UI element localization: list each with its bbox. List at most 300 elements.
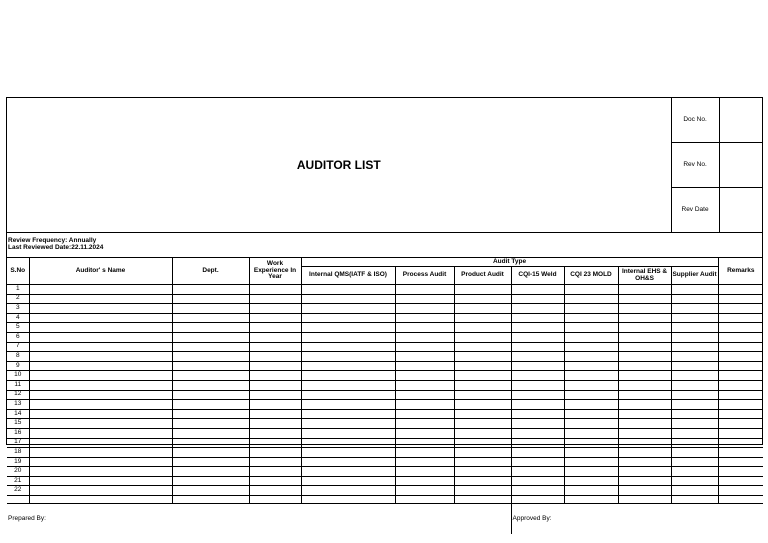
- table-cell[interactable]: [511, 419, 564, 429]
- row-number: 4: [7, 313, 29, 323]
- table-cell[interactable]: [395, 438, 454, 448]
- table-cell[interactable]: [454, 361, 511, 371]
- table-cell[interactable]: [618, 409, 671, 419]
- table-cell[interactable]: [7, 496, 29, 504]
- table-cell[interactable]: [671, 496, 718, 504]
- table-cell[interactable]: [301, 352, 395, 362]
- row-number: 17: [7, 438, 29, 448]
- table-cell[interactable]: [454, 476, 511, 486]
- header-process-audit: Process Audit: [395, 267, 454, 285]
- table-cell[interactable]: [618, 352, 671, 362]
- table-cell[interactable]: [718, 380, 763, 390]
- table-cell[interactable]: [511, 342, 564, 352]
- table-cell[interactable]: [172, 486, 249, 496]
- table-cell[interactable]: [718, 371, 763, 381]
- table-cell[interactable]: [618, 285, 671, 295]
- table-cell[interactable]: [718, 400, 763, 410]
- table-cell[interactable]: [564, 304, 618, 314]
- table-cell[interactable]: [718, 304, 763, 314]
- header-cqi23-mold: CQI 23 MOLD: [564, 267, 618, 285]
- table-cell[interactable]: [29, 294, 172, 304]
- table-cell[interactable]: [301, 486, 395, 496]
- table-cell[interactable]: [249, 496, 301, 504]
- table-cell[interactable]: [454, 285, 511, 295]
- row-number: 8: [7, 352, 29, 362]
- table-cell[interactable]: [172, 390, 249, 400]
- table-cell[interactable]: [671, 428, 718, 438]
- row-number: 22: [7, 486, 29, 496]
- table-cell[interactable]: [511, 467, 564, 477]
- table-cell[interactable]: [454, 380, 511, 390]
- table-cell[interactable]: [172, 323, 249, 333]
- table-cell[interactable]: [454, 438, 511, 448]
- table-cell[interactable]: [29, 486, 172, 496]
- table-row: [7, 457, 763, 467]
- table-cell[interactable]: [29, 400, 172, 410]
- table-cell[interactable]: [249, 419, 301, 429]
- table-cell[interactable]: [301, 285, 395, 295]
- table-cell[interactable]: [29, 380, 172, 390]
- table-cell[interactable]: [301, 476, 395, 486]
- table-cell[interactable]: [249, 361, 301, 371]
- table-cell[interactable]: [29, 390, 172, 400]
- table-cell[interactable]: [618, 342, 671, 352]
- table-cell[interactable]: [564, 313, 618, 323]
- table-cell[interactable]: [454, 323, 511, 333]
- table-cell[interactable]: [454, 400, 511, 410]
- table-cell[interactable]: [172, 419, 249, 429]
- table-cell[interactable]: [671, 400, 718, 410]
- table-cell[interactable]: [671, 342, 718, 352]
- table-cell[interactable]: [454, 304, 511, 314]
- table-cell[interactable]: [671, 448, 718, 458]
- table-cell[interactable]: [511, 428, 564, 438]
- table-cell[interactable]: [618, 448, 671, 458]
- table-cell[interactable]: [301, 380, 395, 390]
- table-cell[interactable]: [29, 285, 172, 295]
- table-cell[interactable]: [564, 428, 618, 438]
- table-cell[interactable]: [29, 496, 172, 504]
- table-cell[interactable]: [395, 323, 454, 333]
- table-row: [7, 380, 763, 390]
- table-cell[interactable]: [618, 371, 671, 381]
- table-row: [7, 332, 763, 342]
- table-cell[interactable]: [564, 448, 618, 458]
- table-row: [7, 352, 763, 362]
- table-cell[interactable]: [395, 342, 454, 352]
- table-cell[interactable]: [511, 457, 564, 467]
- table-cell[interactable]: [395, 476, 454, 486]
- prepared-by: Prepared By:: [7, 504, 511, 535]
- table-cell[interactable]: [511, 476, 564, 486]
- table-cell[interactable]: [671, 294, 718, 304]
- table-cell[interactable]: [671, 352, 718, 362]
- table-cell[interactable]: [671, 380, 718, 390]
- table-cell[interactable]: [511, 285, 564, 295]
- header-product-audit: Product Audit: [454, 267, 511, 285]
- table-cell[interactable]: [29, 352, 172, 362]
- table-cell[interactable]: [511, 304, 564, 314]
- table-cell[interactable]: [671, 419, 718, 429]
- table-cell[interactable]: [511, 448, 564, 458]
- table-cell[interactable]: [249, 486, 301, 496]
- table-cell[interactable]: [511, 294, 564, 304]
- table-cell[interactable]: [395, 467, 454, 477]
- table-cell[interactable]: [454, 371, 511, 381]
- table-cell[interactable]: [454, 486, 511, 496]
- doc-no-label: Doc No.: [672, 98, 720, 143]
- table-cell[interactable]: [564, 332, 618, 342]
- table-cell[interactable]: [671, 313, 718, 323]
- table-cell[interactable]: [511, 332, 564, 342]
- table-cell[interactable]: [301, 390, 395, 400]
- table-cell[interactable]: [564, 400, 618, 410]
- table-cell[interactable]: [718, 323, 763, 333]
- row-number: 14: [7, 409, 29, 419]
- table-cell[interactable]: [395, 400, 454, 410]
- table-cell[interactable]: [29, 438, 172, 448]
- table-cell[interactable]: [511, 323, 564, 333]
- table-cell[interactable]: [564, 294, 618, 304]
- table-cell[interactable]: [718, 294, 763, 304]
- table-cell[interactable]: [395, 457, 454, 467]
- table-row: [7, 467, 763, 477]
- auditor-table: [7, 98, 763, 534]
- table-cell[interactable]: [564, 486, 618, 496]
- table-cell[interactable]: [564, 409, 618, 419]
- table-cell[interactable]: [249, 371, 301, 381]
- row-number: 2: [7, 294, 29, 304]
- table-cell[interactable]: [395, 332, 454, 342]
- table-cell[interactable]: [718, 428, 763, 438]
- header-audit-type: Audit Type: [301, 258, 718, 267]
- table-cell[interactable]: [249, 448, 301, 458]
- table-cell[interactable]: [618, 361, 671, 371]
- table-row: [7, 285, 763, 295]
- table-cell[interactable]: [454, 457, 511, 467]
- table-cell[interactable]: [454, 496, 511, 504]
- table-cell[interactable]: [511, 496, 564, 504]
- table-cell[interactable]: [564, 390, 618, 400]
- table-cell[interactable]: [172, 428, 249, 438]
- table-cell[interactable]: [618, 313, 671, 323]
- table-cell[interactable]: [671, 323, 718, 333]
- table-row: [7, 390, 763, 400]
- table-cell[interactable]: [718, 486, 763, 496]
- table-cell[interactable]: [172, 285, 249, 295]
- table-row: [7, 361, 763, 371]
- table-cell[interactable]: [249, 390, 301, 400]
- table-cell[interactable]: [29, 428, 172, 438]
- table-row: [7, 448, 763, 458]
- table-cell[interactable]: [564, 476, 618, 486]
- header-dept: Dept.: [172, 258, 249, 285]
- table-cell[interactable]: [172, 457, 249, 467]
- table-cell[interactable]: [29, 457, 172, 467]
- table-cell[interactable]: [29, 409, 172, 419]
- table-cell[interactable]: [395, 294, 454, 304]
- table-cell[interactable]: [301, 332, 395, 342]
- table-cell[interactable]: [564, 361, 618, 371]
- table-cell[interactable]: [301, 457, 395, 467]
- table-cell[interactable]: [718, 419, 763, 429]
- table-cell[interactable]: [249, 304, 301, 314]
- table-cell[interactable]: [249, 313, 301, 323]
- table-cell[interactable]: [511, 390, 564, 400]
- table-cell[interactable]: [454, 332, 511, 342]
- table-cell[interactable]: [718, 409, 763, 419]
- table-cell[interactable]: [454, 342, 511, 352]
- table-cell[interactable]: [29, 419, 172, 429]
- table-cell[interactable]: [301, 304, 395, 314]
- table-cell[interactable]: [172, 352, 249, 362]
- table-cell[interactable]: [511, 352, 564, 362]
- table-cell[interactable]: [718, 448, 763, 458]
- table-cell[interactable]: [249, 467, 301, 477]
- table-cell[interactable]: [618, 419, 671, 429]
- table-cell[interactable]: [172, 467, 249, 477]
- table-cell[interactable]: [618, 332, 671, 342]
- row-number: 18: [7, 448, 29, 458]
- table-cell[interactable]: [249, 323, 301, 333]
- header-internal-ehs: Internal EHS & OH&S: [618, 267, 671, 285]
- table-cell[interactable]: [172, 438, 249, 448]
- table-cell[interactable]: [618, 380, 671, 390]
- row-number: 5: [7, 323, 29, 333]
- table-cell[interactable]: [395, 390, 454, 400]
- table-cell[interactable]: [29, 371, 172, 381]
- table-cell[interactable]: [29, 476, 172, 486]
- table-cell[interactable]: [618, 323, 671, 333]
- table-cell[interactable]: [172, 342, 249, 352]
- row-number: 13: [7, 400, 29, 410]
- table-cell[interactable]: [395, 496, 454, 504]
- table-row: [7, 294, 763, 304]
- table-cell[interactable]: [564, 352, 618, 362]
- table-cell[interactable]: [172, 380, 249, 390]
- table-row: [7, 409, 763, 419]
- rev-no-label: Rev No.: [672, 143, 720, 188]
- row-number: 6: [7, 332, 29, 342]
- table-cell[interactable]: [511, 361, 564, 371]
- table-cell[interactable]: [395, 313, 454, 323]
- table-cell[interactable]: [172, 313, 249, 323]
- table-cell[interactable]: [618, 476, 671, 486]
- table-cell[interactable]: [511, 371, 564, 381]
- table-cell[interactable]: [564, 285, 618, 295]
- table-cell[interactable]: [395, 285, 454, 295]
- table-cell[interactable]: [172, 496, 249, 504]
- table-cell[interactable]: [564, 371, 618, 381]
- table-cell[interactable]: [454, 294, 511, 304]
- table-cell[interactable]: [564, 438, 618, 448]
- table-cell[interactable]: [671, 486, 718, 496]
- table-cell[interactable]: [395, 486, 454, 496]
- table-cell[interactable]: [511, 486, 564, 496]
- table-cell[interactable]: [395, 371, 454, 381]
- table-cell[interactable]: [395, 304, 454, 314]
- table-cell[interactable]: [249, 352, 301, 362]
- table-cell[interactable]: [564, 457, 618, 467]
- table-cell[interactable]: [395, 419, 454, 429]
- table-cell[interactable]: [172, 409, 249, 419]
- table-cell[interactable]: [671, 361, 718, 371]
- table-cell[interactable]: [564, 467, 618, 477]
- table-cell[interactable]: [718, 438, 763, 448]
- table-cell[interactable]: [249, 294, 301, 304]
- table-cell[interactable]: [718, 352, 763, 362]
- table-cell[interactable]: [172, 332, 249, 342]
- rev-date-value: [719, 188, 763, 233]
- table-cell[interactable]: [454, 313, 511, 323]
- table-cell[interactable]: [249, 476, 301, 486]
- table-cell[interactable]: [718, 313, 763, 323]
- table-cell[interactable]: [301, 400, 395, 410]
- table-cell[interactable]: [454, 419, 511, 429]
- table-cell[interactable]: [249, 400, 301, 410]
- table-cell[interactable]: [395, 361, 454, 371]
- row-number: 3: [7, 304, 29, 314]
- table-cell[interactable]: [29, 332, 172, 342]
- table-cell[interactable]: [301, 294, 395, 304]
- table-cell[interactable]: [718, 467, 763, 477]
- table-cell[interactable]: [29, 323, 172, 333]
- table-cell[interactable]: [718, 361, 763, 371]
- table-cell[interactable]: [564, 323, 618, 333]
- table-cell[interactable]: [511, 438, 564, 448]
- table-cell[interactable]: [511, 409, 564, 419]
- table-cell[interactable]: [249, 285, 301, 295]
- header-supplier-audit: Supplier Audit: [671, 267, 718, 285]
- table-cell[interactable]: [618, 438, 671, 448]
- table-cell[interactable]: [249, 380, 301, 390]
- table-cell[interactable]: [29, 361, 172, 371]
- table-cell[interactable]: [301, 419, 395, 429]
- table-cell[interactable]: [395, 352, 454, 362]
- table-cell[interactable]: [718, 390, 763, 400]
- table-cell[interactable]: [618, 428, 671, 438]
- table-cell[interactable]: [395, 380, 454, 390]
- table-cell[interactable]: [511, 400, 564, 410]
- table-cell[interactable]: [718, 342, 763, 352]
- table-cell[interactable]: [172, 371, 249, 381]
- table-cell[interactable]: [249, 342, 301, 352]
- table-cell[interactable]: [249, 438, 301, 448]
- table-cell[interactable]: [564, 496, 618, 504]
- table-cell[interactable]: [301, 467, 395, 477]
- table-cell[interactable]: [618, 496, 671, 504]
- table-cell[interactable]: [172, 294, 249, 304]
- table-cell[interactable]: [249, 428, 301, 438]
- table-cell[interactable]: [671, 390, 718, 400]
- doc-no-value: [719, 98, 763, 143]
- table-row: [7, 476, 763, 486]
- table-cell[interactable]: [718, 332, 763, 342]
- table-cell[interactable]: [395, 448, 454, 458]
- table-cell[interactable]: [671, 332, 718, 342]
- table-cell[interactable]: [454, 390, 511, 400]
- table-cell[interactable]: [511, 380, 564, 390]
- table-cell[interactable]: [618, 390, 671, 400]
- auditor-list-sheet: [6, 97, 763, 522]
- table-cell[interactable]: [29, 304, 172, 314]
- table-cell[interactable]: [618, 294, 671, 304]
- table-cell[interactable]: [454, 448, 511, 458]
- table-cell[interactable]: [618, 486, 671, 496]
- table-cell[interactable]: [718, 476, 763, 486]
- table-cell[interactable]: [395, 428, 454, 438]
- table-cell[interactable]: [618, 457, 671, 467]
- table-cell[interactable]: [172, 448, 249, 458]
- table-cell[interactable]: [301, 428, 395, 438]
- table-cell[interactable]: [301, 313, 395, 323]
- table-cell[interactable]: [718, 457, 763, 467]
- table-cell[interactable]: [249, 332, 301, 342]
- table-cell[interactable]: [454, 352, 511, 362]
- row-number: 11: [7, 380, 29, 390]
- table-cell[interactable]: [249, 409, 301, 419]
- table-cell[interactable]: [29, 313, 172, 323]
- table-cell[interactable]: [301, 323, 395, 333]
- table-cell[interactable]: [671, 476, 718, 486]
- header-internal-qms: Internal QMS(IATF & ISO): [301, 267, 395, 285]
- table-cell[interactable]: [301, 371, 395, 381]
- table-row: [7, 313, 763, 323]
- table-cell[interactable]: [564, 380, 618, 390]
- table-cell[interactable]: [29, 467, 172, 477]
- table-cell[interactable]: [671, 304, 718, 314]
- table-cell[interactable]: [671, 467, 718, 477]
- table-cell[interactable]: [395, 409, 454, 419]
- table-cell[interactable]: [301, 342, 395, 352]
- table-cell[interactable]: [671, 438, 718, 448]
- table-cell[interactable]: [564, 342, 618, 352]
- table-cell[interactable]: [172, 400, 249, 410]
- table-cell[interactable]: [301, 409, 395, 419]
- table-row: [7, 438, 763, 448]
- table-cell[interactable]: [511, 313, 564, 323]
- rev-date-label: Rev Date: [672, 188, 720, 233]
- table-row: [7, 428, 763, 438]
- table-cell[interactable]: [671, 371, 718, 381]
- table-cell[interactable]: [618, 304, 671, 314]
- table-cell[interactable]: [454, 467, 511, 477]
- table-cell[interactable]: [301, 361, 395, 371]
- table-cell[interactable]: [29, 448, 172, 458]
- table-cell[interactable]: [718, 496, 763, 504]
- table-cell[interactable]: [172, 304, 249, 314]
- table-cell[interactable]: [454, 428, 511, 438]
- table-cell[interactable]: [671, 285, 718, 295]
- header-cqi15-weld: CQI-15 Weld: [511, 267, 564, 285]
- table-cell[interactable]: [172, 361, 249, 371]
- table-cell[interactable]: [301, 496, 395, 504]
- header-remarks: Remarks: [718, 258, 763, 285]
- table-cell[interactable]: [618, 467, 671, 477]
- table-cell[interactable]: [172, 476, 249, 486]
- table-cell[interactable]: [718, 285, 763, 295]
- table-cell[interactable]: [249, 457, 301, 467]
- table-cell[interactable]: [301, 438, 395, 448]
- table-cell[interactable]: [618, 400, 671, 410]
- table-cell[interactable]: [671, 409, 718, 419]
- table-cell[interactable]: [564, 419, 618, 429]
- table-cell[interactable]: [301, 448, 395, 458]
- table-cell[interactable]: [454, 409, 511, 419]
- table-cell[interactable]: [29, 342, 172, 352]
- rev-no-value: [719, 143, 763, 188]
- table-cell[interactable]: [671, 457, 718, 467]
